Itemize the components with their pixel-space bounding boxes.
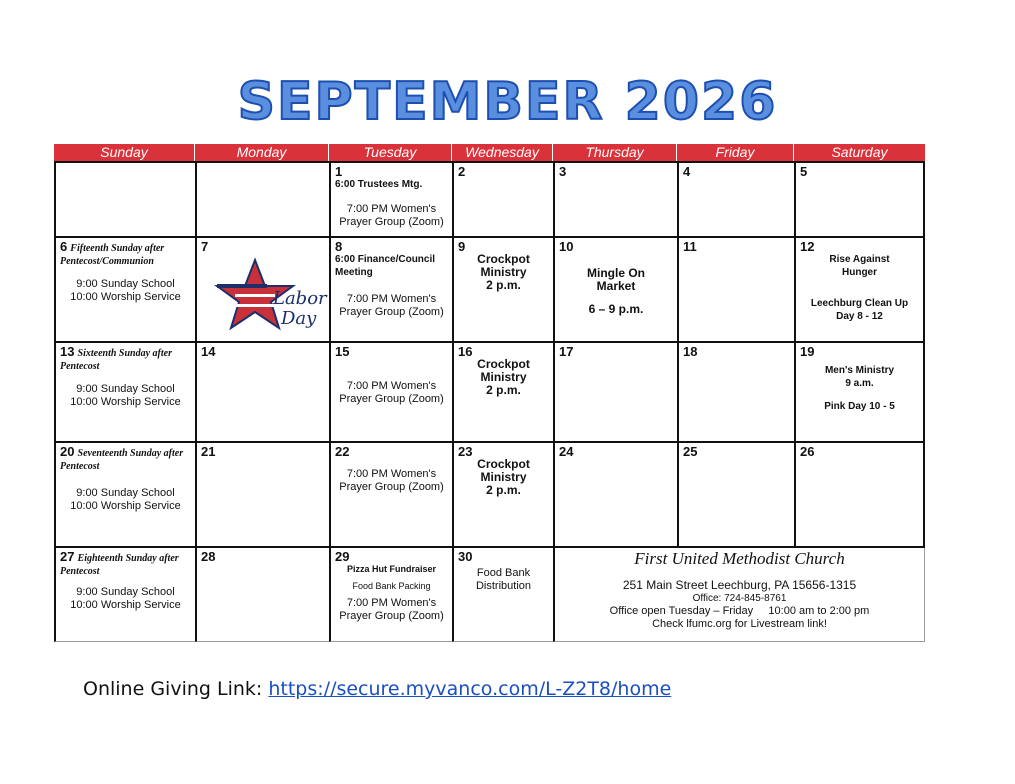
event-worship: 10:00 Worship Service bbox=[70, 599, 181, 611]
event-pink: Pink Day 10 - 5 bbox=[824, 401, 895, 412]
event-worship: 10:00 Worship Service bbox=[70, 396, 181, 408]
giving-link[interactable]: https://secure.myvanco.com/L-Z2T8/home bbox=[268, 678, 672, 700]
day-12 bbox=[794, 238, 925, 343]
day-20 bbox=[54, 443, 195, 548]
day-7 bbox=[195, 238, 329, 343]
day-number: 13 bbox=[60, 344, 75, 359]
day-number: 16 bbox=[458, 344, 473, 359]
day-number: 9 bbox=[458, 239, 466, 254]
giving-label: Online Giving Link: bbox=[83, 678, 263, 700]
weekday-monday: Monday bbox=[195, 144, 329, 161]
event-mens: Men's Ministry bbox=[824, 365, 895, 376]
event-worship: 10:00 Worship Service bbox=[70, 500, 181, 512]
day-14 bbox=[195, 343, 329, 443]
day-22 bbox=[329, 443, 452, 548]
day-8 bbox=[329, 238, 452, 343]
day-number: 29 bbox=[335, 549, 350, 564]
day-16 bbox=[452, 343, 553, 443]
day-number: 1 bbox=[335, 164, 343, 179]
day-empty bbox=[54, 161, 195, 238]
labor-day-star-icon bbox=[215, 258, 327, 330]
event-rise: Rise Against Hunger bbox=[829, 254, 890, 278]
event-foodbank-packing: Food Bank Packing bbox=[352, 581, 431, 591]
day-10 bbox=[553, 238, 677, 343]
event-womens-prayer: 7:00 PM Women's Prayer Group (Zoom) bbox=[339, 468, 444, 493]
day-26 bbox=[794, 443, 925, 548]
day-number: 21 bbox=[201, 444, 216, 459]
event-finance: 6:00 Finance/Council Meeting bbox=[335, 254, 436, 278]
event-womens-prayer: 7:00 PM Women's Prayer Group (Zoom) bbox=[339, 293, 444, 318]
day-number: 25 bbox=[683, 444, 698, 459]
event-crockpot: Crockpot Ministry bbox=[477, 357, 530, 384]
event-crockpot-time: 2 p.m. bbox=[486, 278, 521, 292]
event-mens-time: 9 a.m. bbox=[845, 378, 874, 389]
day-number: 15 bbox=[335, 344, 350, 359]
day-29 bbox=[329, 548, 452, 642]
weekday-tuesday: Tuesday bbox=[329, 144, 452, 161]
day-number: 4 bbox=[683, 164, 691, 179]
day-number: 6 bbox=[60, 239, 68, 254]
day-13 bbox=[54, 343, 195, 443]
day-2 bbox=[452, 161, 553, 238]
day-17 bbox=[553, 343, 677, 443]
day-number: 28 bbox=[201, 549, 216, 564]
calendar-grid bbox=[54, 161, 925, 642]
day-number: 22 bbox=[335, 444, 350, 459]
day-number: 19 bbox=[800, 344, 815, 359]
day-number: 8 bbox=[335, 239, 343, 254]
day-24 bbox=[553, 443, 677, 548]
event-sunday-school: 9:00 Sunday School bbox=[76, 278, 175, 290]
event-womens-prayer: 7:00 PM Women's Prayer Group (Zoom) bbox=[339, 380, 444, 405]
day-11 bbox=[677, 238, 794, 343]
day-1 bbox=[329, 161, 452, 238]
day-4 bbox=[677, 161, 794, 238]
day-number: 2 bbox=[458, 164, 466, 179]
day-27 bbox=[54, 548, 195, 642]
church-name: First United Methodist Church bbox=[634, 549, 845, 568]
event-trustees: 6:00 Trustees Mtg. bbox=[335, 179, 423, 190]
event-crockpot: Crockpot Ministry bbox=[477, 252, 530, 279]
day-number: 10 bbox=[559, 239, 574, 254]
day-number: 12 bbox=[800, 239, 815, 254]
church-livestream: Check lfumc.org for Livestream link! bbox=[652, 618, 827, 630]
day-number: 5 bbox=[800, 164, 808, 179]
event-foodbank-dist: Food Bank Distribution bbox=[475, 567, 532, 592]
day-number: 20 bbox=[60, 444, 75, 459]
day-number: 11 bbox=[683, 239, 697, 254]
day-25 bbox=[677, 443, 794, 548]
day-5 bbox=[794, 161, 925, 238]
weekday-saturday: Saturday bbox=[831, 144, 888, 160]
day-number: 7 bbox=[201, 239, 209, 254]
day-18 bbox=[677, 343, 794, 443]
page-title: SEPTEMBER 2026 bbox=[237, 72, 778, 132]
svg-text:Labor: Labor bbox=[273, 288, 327, 309]
event-sunday-school: 9:00 Sunday School bbox=[76, 383, 175, 395]
calendar bbox=[54, 144, 925, 642]
day-number: 14 bbox=[201, 344, 216, 359]
day-number: 23 bbox=[458, 444, 473, 459]
day-23 bbox=[452, 443, 553, 548]
weekday-sunday: Sunday bbox=[54, 144, 195, 161]
event-crockpot: Crockpot Ministry bbox=[477, 457, 530, 484]
day-number: 26 bbox=[800, 444, 815, 459]
day-21 bbox=[195, 443, 329, 548]
liturgical-title: Eighteenth Sunday after Pentecost bbox=[60, 553, 179, 577]
church-phone: Office: 724-845-8761 bbox=[692, 593, 787, 604]
day-number: 30 bbox=[458, 549, 473, 564]
event-mingle: Mingle On Market bbox=[587, 266, 645, 293]
event-womens-prayer: 7:00 PM Women's Prayer Group (Zoom) bbox=[339, 597, 444, 622]
event-womens-prayer: 7:00 PM Women's Prayer Group (Zoom) bbox=[339, 203, 444, 228]
day-number: 18 bbox=[683, 344, 698, 359]
day-number: 3 bbox=[559, 164, 567, 179]
day-number: 17 bbox=[559, 344, 574, 359]
weekday-wednesday: Wednesday bbox=[452, 144, 553, 161]
event-mingle-time: 6 – 9 p.m. bbox=[588, 302, 644, 316]
liturgical-title: Seventeenth Sunday after Pentecost bbox=[60, 448, 184, 472]
church-info bbox=[553, 548, 925, 642]
weekday-friday: Friday bbox=[677, 144, 794, 161]
svg-text:Day: Day bbox=[281, 308, 317, 329]
weekday-header bbox=[54, 144, 925, 161]
liturgical-title: Sixteenth Sunday after Pentecost bbox=[60, 348, 172, 372]
church-address: 251 Main Street Leechburg, PA 15656-1315 bbox=[622, 578, 857, 592]
day-empty bbox=[195, 161, 329, 238]
online-giving bbox=[83, 678, 671, 700]
day-30 bbox=[452, 548, 553, 642]
event-sunday-school: 9:00 Sunday School bbox=[76, 586, 175, 598]
church-hours: Office open Tuesday – Friday 10:00 am to 2:00 pm bbox=[609, 605, 870, 617]
event-worship: 10:00 Worship Service bbox=[70, 291, 181, 303]
weekday-thursday: Thursday bbox=[553, 144, 677, 161]
day-28 bbox=[195, 548, 329, 642]
event-crockpot-time: 2 p.m. bbox=[486, 383, 521, 397]
day-3 bbox=[553, 161, 677, 238]
liturgical-title: Fifteenth Sunday after Pentecost/Communion bbox=[60, 243, 165, 267]
day-number: 27 bbox=[60, 549, 75, 564]
event-leechburg: Leechburg Clean Up Day 8 - 12 bbox=[810, 298, 909, 322]
day-15 bbox=[329, 343, 452, 443]
event-crockpot-time: 2 p.m. bbox=[486, 483, 521, 497]
day-number: 24 bbox=[559, 444, 574, 459]
day-9 bbox=[452, 238, 553, 343]
event-sunday-school: 9:00 Sunday School bbox=[76, 487, 175, 499]
day-19 bbox=[794, 343, 925, 443]
event-pizza: Pizza Hut Fundraiser bbox=[346, 564, 436, 574]
day-6 bbox=[54, 238, 195, 343]
